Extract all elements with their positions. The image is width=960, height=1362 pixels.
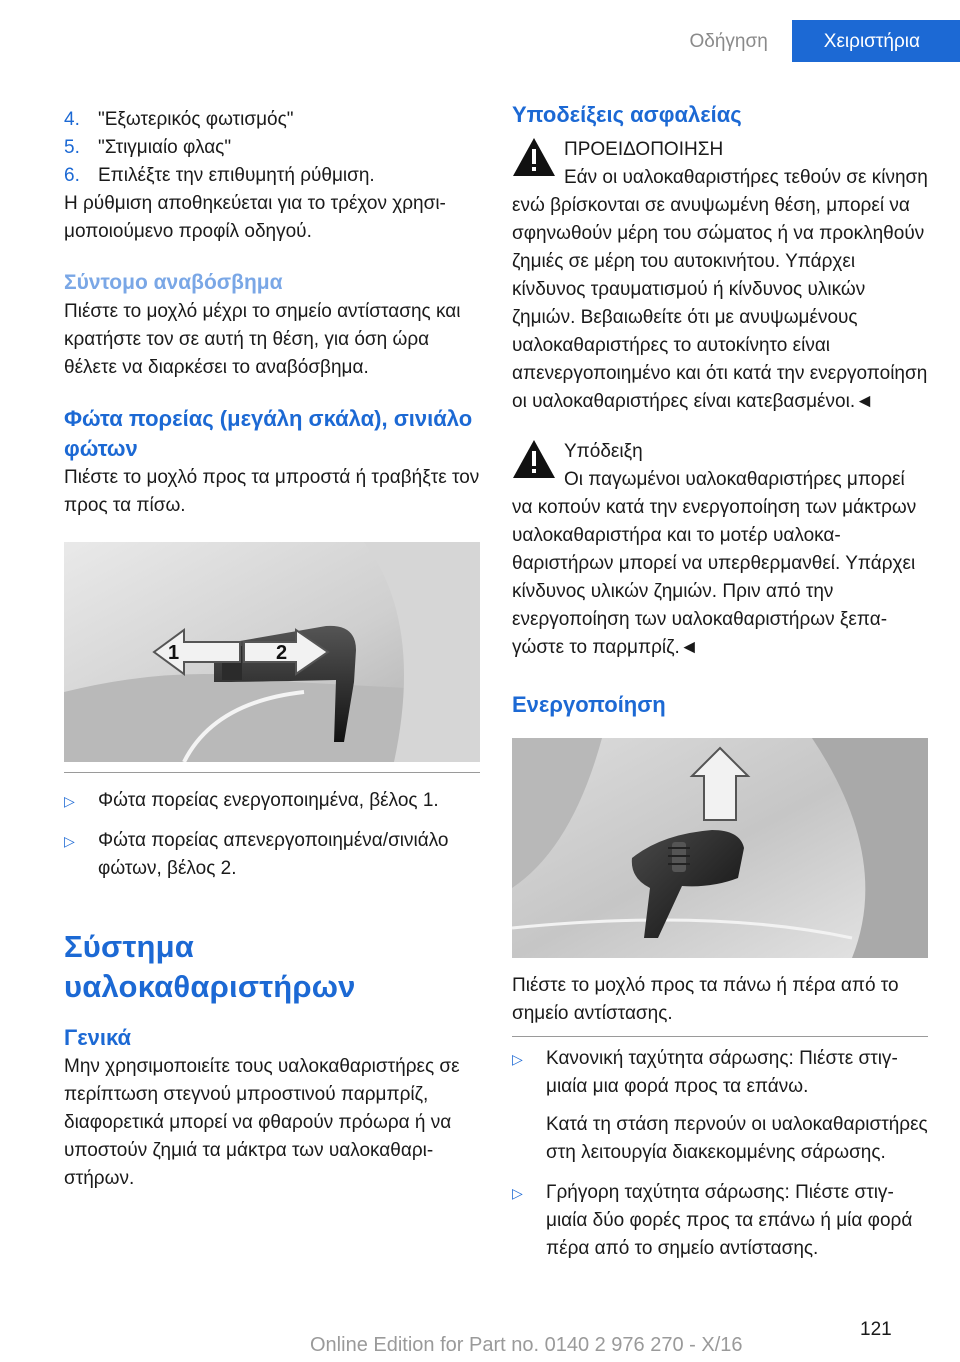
- tab-controls[interactable]: Χειριστήρια: [792, 20, 960, 62]
- warning-block: [512, 136, 928, 416]
- footer-edition-text: Online Edition for Part no. 0140 2 976 270 - X/16: [310, 1334, 743, 1356]
- list-item: [64, 134, 480, 162]
- list-number: 5.: [64, 137, 80, 158]
- triangle-bullet-icon: ▷: [64, 793, 75, 809]
- list-item: [64, 827, 480, 883]
- list-item: [512, 1045, 928, 1101]
- general-heading: Γενικά: [64, 1025, 132, 1050]
- list-text: Επιλέξτε την επιθυμητή ρύθμιση.: [98, 165, 375, 186]
- right-column: [512, 96, 928, 1263]
- list-text: "Εξωτερικός φωτισμός": [98, 109, 294, 130]
- general-text: Μην χρησιμοποιείτε τους υαλοκαθαριστήρες σε περίπτωση στεγνού μπροστινού παρμπρίζ, διαφορετικά μπορεί να φθαρούν πρόωρα ή να υποστούν ζημιά τα μάκτρα των υαλοκαθαριστήρων.: [64, 1056, 460, 1189]
- warning-text: Εάν οι υαλοκαθαριστήρες τεθούν σε κίνηση ενώ βρίσκονται σε ανυψωμένη θέση, μπορεί να σφηνωθούν μέρη του σώματος ή να προκληθούν ζημιές σε μέρη του αυτοκινήτου. Υπάρχει κίνδυνος τραυματισμού ή κίνδυνος υλικών ζημιών. Βεβαιωθείτε ότι με ανυψωμένους υαλοκαθαριστήρες το αυτοκίνητο είναι απενεργοποιημένο και ότι κατά την ενεργοποίηση οι υαλοκαθαριστήρες είναι κατεβασμένοι.◄: [512, 167, 928, 412]
- activation-text: Πιέστε το μοχλό προς τα πάνω ή πέρα από το σημείο αντίστασης.: [512, 975, 899, 1024]
- warning-triangle-icon: [512, 136, 556, 178]
- triangle-bullet-icon: ▷: [64, 833, 75, 849]
- list-number: 4.: [64, 109, 80, 130]
- wiper-lever-illustration: [512, 738, 928, 958]
- arrow-2-label: 2: [276, 642, 288, 664]
- list-item: [64, 787, 480, 815]
- bullet-text: Κανονική ταχύτητα σάρωσης: Πιέστε στιγμιαία μια φορά προς τα επάνω.: [546, 1048, 898, 1097]
- left-column: [64, 96, 480, 1193]
- triangle-bullet-icon: ▷: [512, 1185, 523, 1201]
- triangle-bullet-icon: ▷: [512, 1051, 523, 1067]
- safety-heading: Υποδείξεις ασφαλείας: [512, 102, 742, 127]
- arrow-1-label: 1: [168, 642, 180, 664]
- bullet-text: Γρήγορη ταχύτητα σάρωσης: Πιέστε στιγμιαία δύο φορές προς τα επάνω ή μία φορά πέρα από το σημείο αντίστασης.: [546, 1182, 913, 1259]
- list-item: [64, 106, 480, 134]
- page-number: 121: [860, 1319, 892, 1340]
- bullet-text: Φώτα πορείας ενεργοποιημένα, βέλος 1.: [98, 790, 439, 811]
- high-beam-lever-illustration: [64, 542, 480, 762]
- notice-label: Υπόδειξη: [564, 441, 643, 462]
- separator: [64, 772, 480, 773]
- wiper-system-heading: Σύστημα υαλοκαθαριστήρων: [64, 929, 356, 1004]
- high-beam-heading: Φώτα πορείας (μεγάλη σκάλα), σινιάλο φώτων: [64, 406, 473, 461]
- notice-text: Οι παγωμένοι υαλοκαθαριστήρες μπορεί να κοπούν κατά την ενεργοποίηση των μάκτρων υαλοκαθαριστήρα και το μοτέρ υαλοκαθαριστήρων μπορεί να υπερθερμανθεί. Υπάρχει κίνδυνος υλικών ζημιών. Πριν από την ενεργοποίηση των υαλοκαθαριστήρων ξεπαγώστε το παρμπρίζ.◄: [512, 469, 917, 658]
- list-item: [64, 162, 480, 190]
- short-flash-text: Πιέστε το μοχλό μέχρι το σημείο αντίστασης και κρατήστε τον σε αυτή τη θέση, για όση ώρα θέλετε να διαρκέσει το αναβόσβημα.: [64, 301, 461, 378]
- list-number: 6.: [64, 165, 80, 186]
- bullet-text: Φώτα πορείας απενεργοποιημένα/σινιάλο φώτων, βέλος 2.: [98, 830, 449, 879]
- short-flash-heading: Σύντομο αναβόσβημα: [64, 271, 283, 294]
- notice-block: [512, 438, 928, 662]
- high-beam-text: Πιέστε το μοχλό προς τα μπροστά ή τραβήξτε τον προς τα πίσω.: [64, 467, 480, 516]
- tab-driving[interactable]: Οδήγηση: [689, 31, 768, 52]
- activation-heading: Ενεργοποίηση: [512, 692, 666, 717]
- bullet-subtext: Κατά τη στάση περνούν οι υαλοκαθαριστήρες στη λειτουργία διακεκομμένης σάρωσης.: [546, 1114, 928, 1163]
- separator: [512, 1036, 928, 1037]
- list-item: [512, 1179, 928, 1263]
- header-tabs: [665, 20, 960, 62]
- warning-triangle-icon: [512, 438, 556, 480]
- warning-label: ΠΡΟΕΙΔΟΠΟΙΗΣΗ: [564, 139, 724, 160]
- list-text: "Στιγμιαίο φλας": [98, 137, 232, 158]
- profile-note: Η ρύθμιση αποθηκεύεται για το τρέχον χρησιμοποιούμενο προφίλ οδηγού.: [64, 193, 446, 242]
